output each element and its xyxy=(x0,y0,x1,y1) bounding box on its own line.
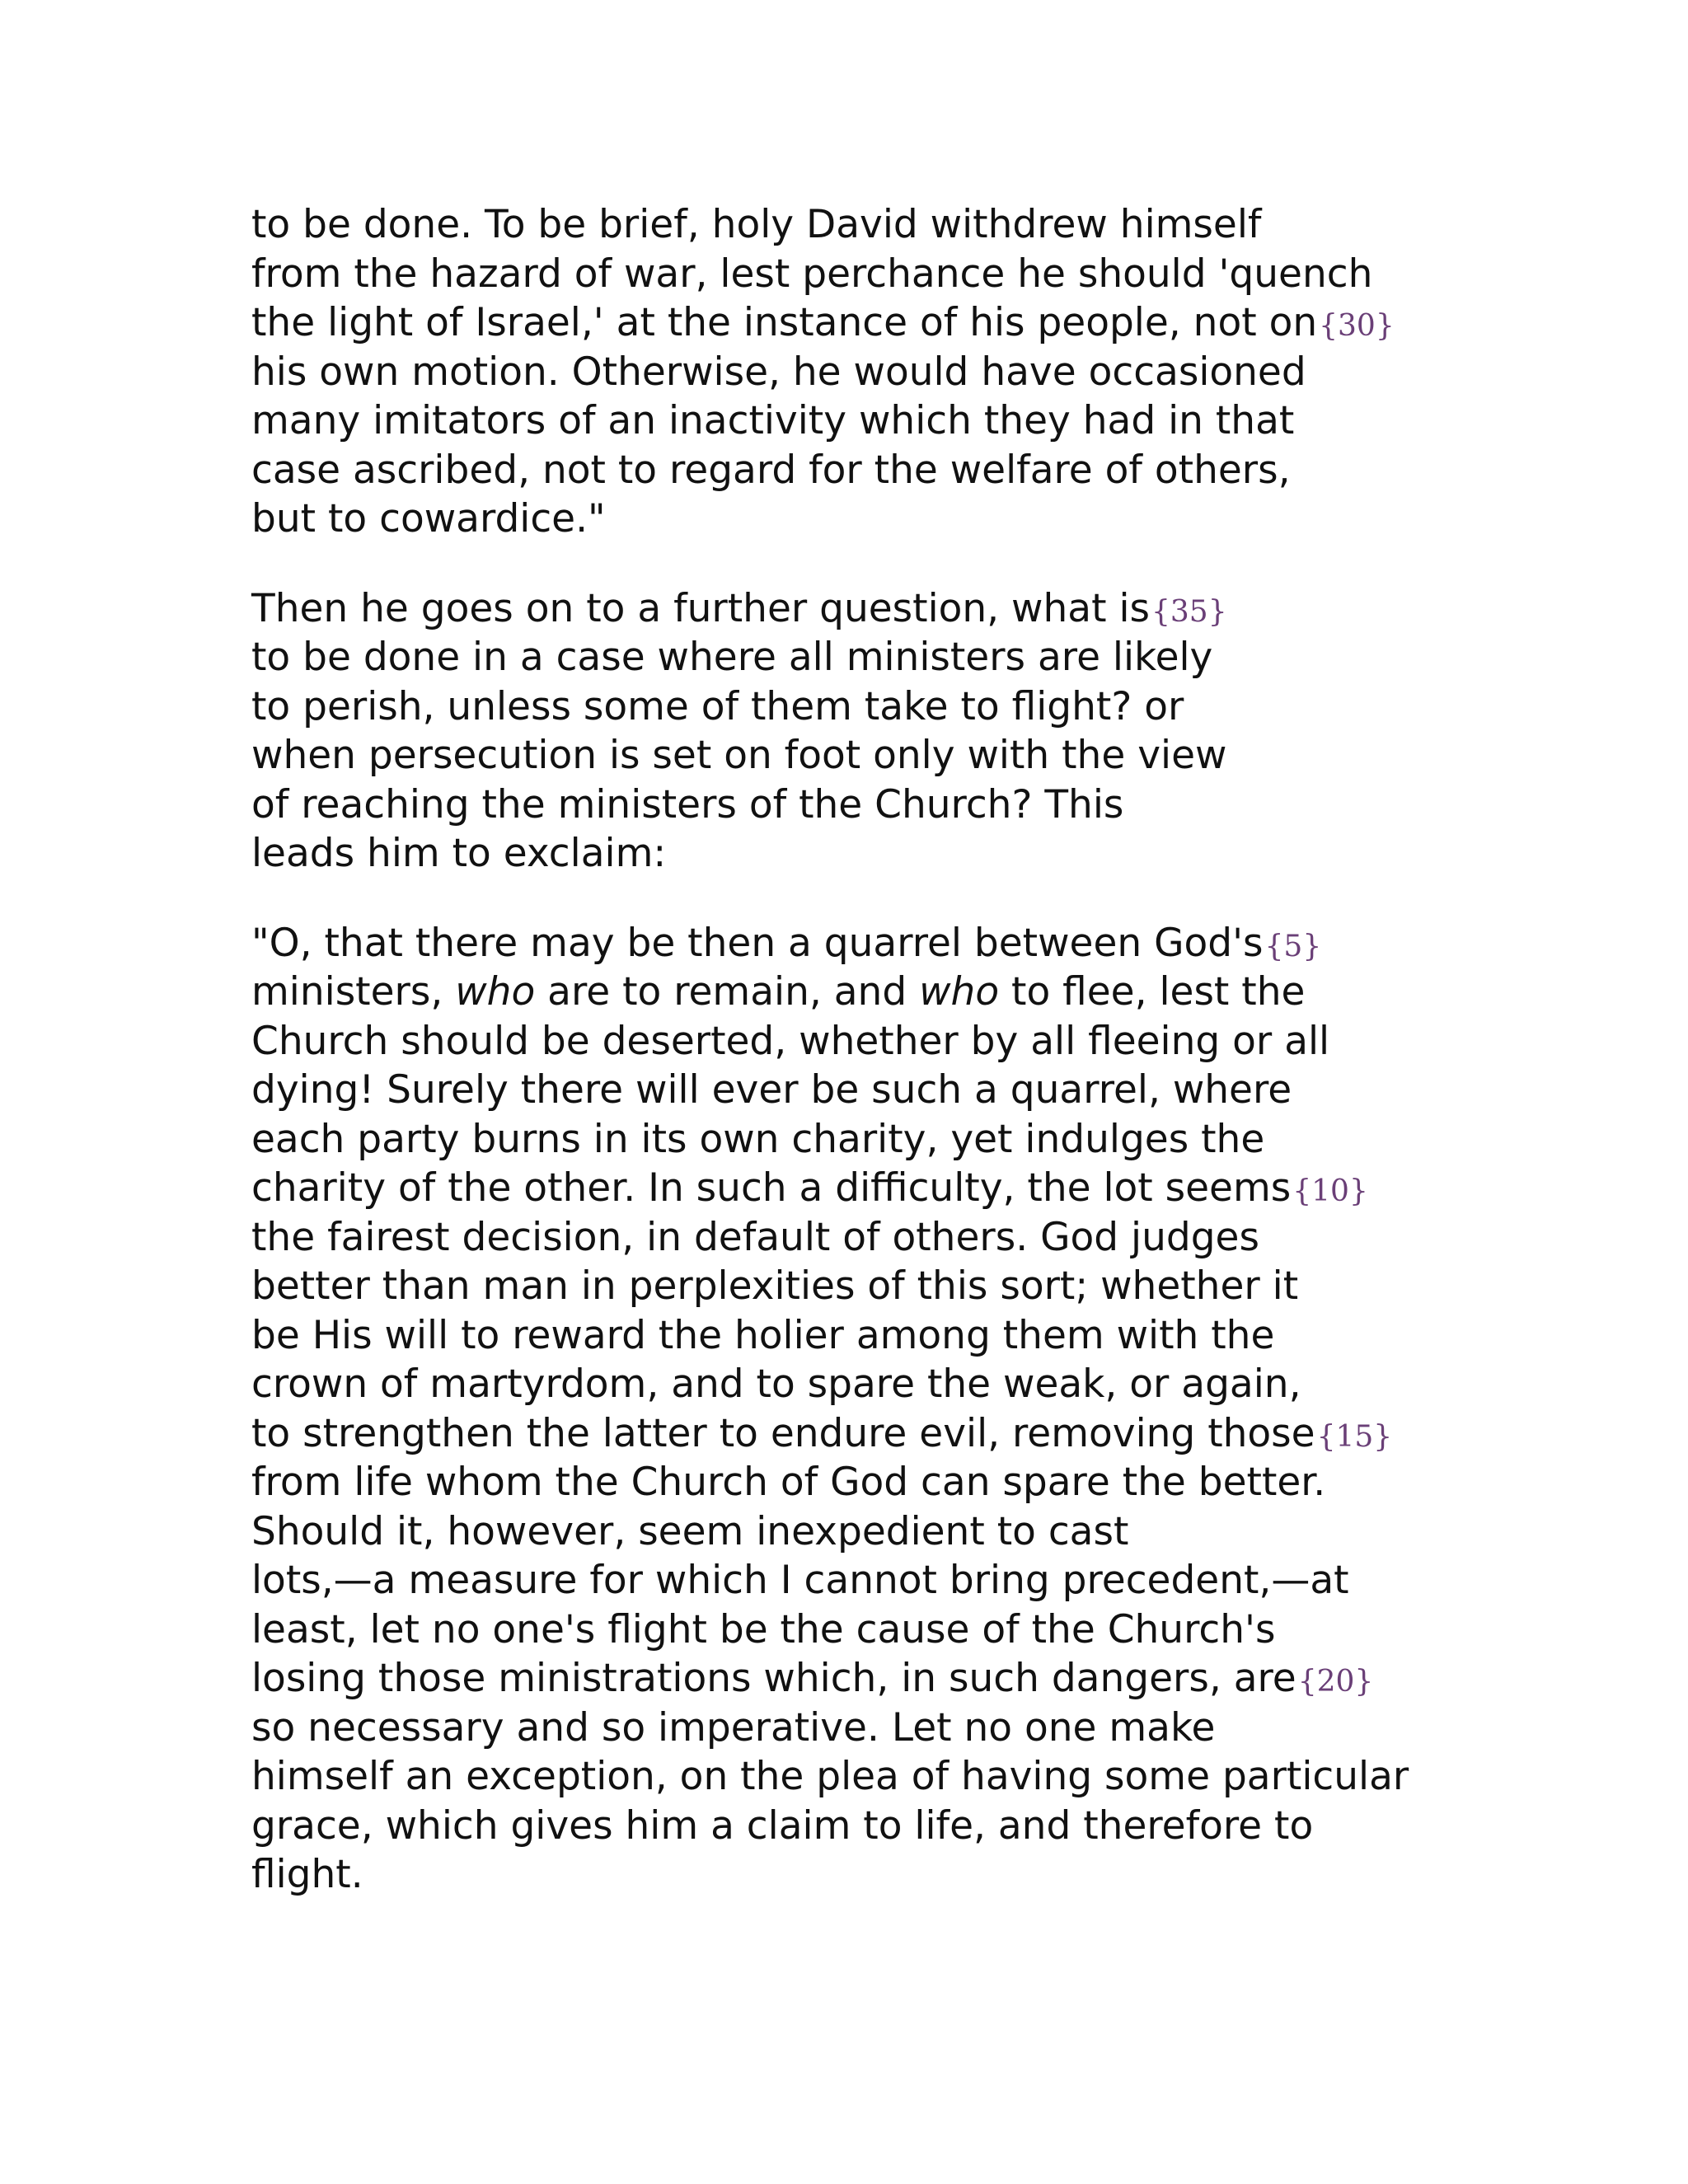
line-text: when persecution is set on foot only with the view xyxy=(251,733,1227,778)
line-number-marker: {35} xyxy=(1151,594,1227,629)
line-text: losing those ministrations which, in such dangers, are xyxy=(251,1656,1296,1701)
text-line xyxy=(251,1066,1653,1115)
line-text: Church should be deserted, whether by all fleeing or all xyxy=(251,1018,1330,1064)
text-line xyxy=(251,1605,1653,1655)
text-line xyxy=(251,1507,1653,1557)
line-text: are to remain, and xyxy=(535,969,920,1015)
line-text: be His will to reward the holier among them with the xyxy=(251,1312,1275,1358)
line-text: ministers, xyxy=(251,969,456,1015)
text-line xyxy=(251,1654,1653,1704)
paragraph xyxy=(251,584,1653,879)
line-text: crown of martyrdom, and to spare the weak, or again, xyxy=(251,1361,1301,1407)
text-line xyxy=(251,1017,1653,1066)
line-text: flight. xyxy=(251,1852,363,1897)
line-text: leads him to exclaim: xyxy=(251,831,667,876)
text-line xyxy=(251,298,1653,348)
line-text: many imitators of an inactivity which they had in that xyxy=(251,398,1295,443)
text-line xyxy=(251,396,1653,446)
text-line xyxy=(251,1164,1653,1213)
italic-text: who xyxy=(919,969,1000,1015)
text-line xyxy=(251,829,1653,879)
text-line xyxy=(251,1360,1653,1409)
line-text: least, let no one's flight be the cause of the Church's xyxy=(251,1606,1276,1652)
line-text: grace, which gives him a claim to life, and therefore to xyxy=(251,1802,1314,1849)
line-text: lots,—a measure for which I cannot bring precedent,—at xyxy=(251,1558,1349,1603)
line-text: each party burns in its own charity, yet indulges the xyxy=(251,1116,1265,1162)
line-number-marker: {5} xyxy=(1264,929,1322,963)
text-line xyxy=(251,1556,1653,1605)
line-text: to be done in a case where all ministers are likely xyxy=(251,635,1213,680)
text-line xyxy=(251,1311,1653,1361)
paragraph xyxy=(251,200,1653,544)
text-line xyxy=(251,919,1653,968)
line-text: the fairest decision, in default of others. God judges xyxy=(251,1214,1259,1260)
text-line xyxy=(251,1704,1653,1753)
text-line xyxy=(251,200,1653,250)
text-line xyxy=(251,1409,1653,1459)
line-text: of reaching the ministers of the Church? This xyxy=(251,781,1124,827)
text-line xyxy=(251,1802,1653,1851)
line-text: case ascribed, not to regard for the welfare of others, xyxy=(251,447,1291,493)
line-text: from life whom the Church of God can spare the better. xyxy=(251,1460,1326,1505)
line-number-marker: {15} xyxy=(1316,1419,1393,1454)
line-number-marker: {10} xyxy=(1292,1174,1368,1208)
text-line xyxy=(251,250,1653,299)
text-line xyxy=(251,968,1653,1017)
text-line xyxy=(251,1752,1653,1802)
line-text: dying! Surely there will ever be such a quarrel, where xyxy=(251,1067,1292,1113)
line-text: charity of the other. In such a difficulty, the lot seems xyxy=(251,1165,1292,1211)
text-line xyxy=(251,1115,1653,1165)
line-number-marker: {20} xyxy=(1297,1665,1374,1699)
line-text: Then he goes on to a further question, what is xyxy=(251,585,1150,631)
text-line xyxy=(251,682,1653,732)
line-text: his own motion. Otherwise, he would have occasioned xyxy=(251,349,1306,395)
line-text: to flee, lest the xyxy=(999,969,1306,1015)
line-text: to perish, unless some of them take to flight? or xyxy=(251,683,1184,729)
italic-text: who xyxy=(455,969,536,1015)
line-text: "O, that there may be then a quarrel between God's xyxy=(251,920,1264,966)
line-text: to be done. To be brief, holy David withdrew himself xyxy=(251,202,1262,247)
line-text: but to cowardice." xyxy=(251,496,606,541)
line-text: so necessary and so imperative. Let no one make xyxy=(251,1704,1216,1750)
text-line xyxy=(251,1213,1653,1263)
text-line xyxy=(251,1262,1653,1311)
text-line xyxy=(251,446,1653,495)
text-line xyxy=(251,584,1653,634)
line-text: from the hazard of war, lest perchance he should 'quench xyxy=(251,251,1373,297)
line-text: himself an exception, on the plea of having some particular xyxy=(251,1754,1409,1799)
text-line xyxy=(251,1850,1653,1900)
text-line xyxy=(251,633,1653,682)
line-text: the light of Israel,' at the instance of his people, not on xyxy=(251,300,1318,345)
paragraph xyxy=(251,919,1653,1900)
line-text: to strengthen the latter to endure evil, removing those xyxy=(251,1410,1315,1456)
text-line xyxy=(251,348,1653,397)
document-body xyxy=(251,200,1653,1940)
text-line xyxy=(251,780,1653,830)
line-text: Should it, however, seem inexpedient to cast xyxy=(251,1508,1129,1554)
text-line xyxy=(251,731,1653,780)
text-line xyxy=(251,494,1653,544)
line-text: better than man in perplexities of this sort; whether it xyxy=(251,1263,1299,1309)
line-number-marker: {30} xyxy=(1319,309,1395,343)
text-line xyxy=(251,1458,1653,1507)
